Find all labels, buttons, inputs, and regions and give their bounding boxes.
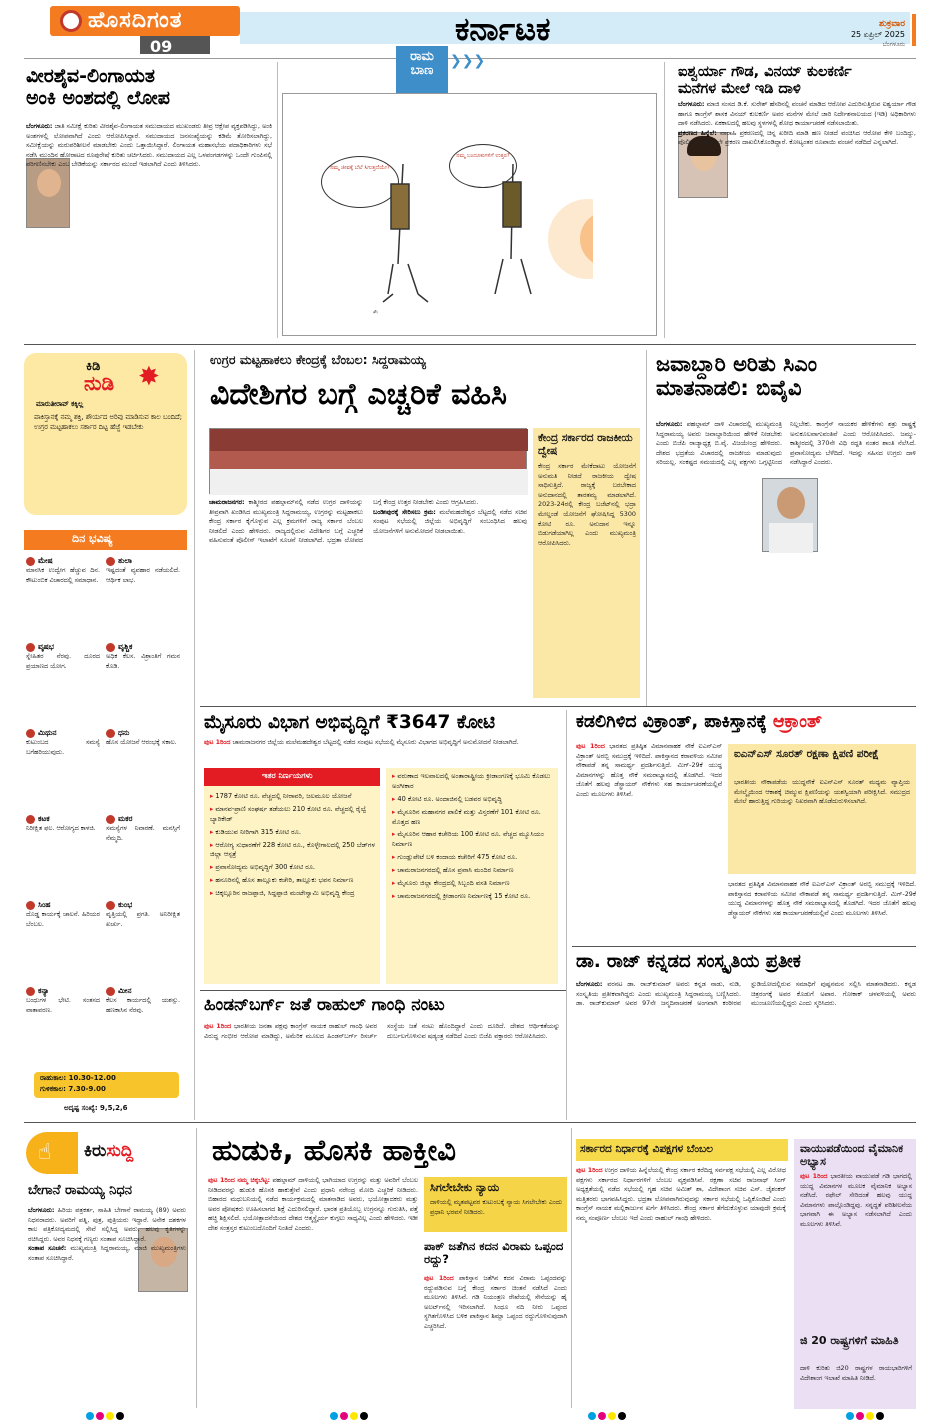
black-dot — [618, 1412, 626, 1420]
list-item: ▸ ಗುಂಡ್ಲುಪೇಟೆ ಬಳಿ ಕಂದಾಯ ಕಚೇರಿಗೆ 475 ಕೋಟಿ ರೂ. — [392, 853, 554, 863]
cyan-dot — [846, 1412, 854, 1420]
zodiac-cell — [26, 900, 100, 982]
zodiac-cell — [106, 900, 180, 982]
registration-dots — [86, 1412, 126, 1422]
story-veerashaiva-body — [26, 122, 272, 332]
registration-dots — [330, 1412, 370, 1422]
zodiac-text: ಸ್ನೇಹಿತರ ನೆರವು. ದೂರದ ಪ್ರಯಾಣದ ಯೋಗ. — [26, 652, 100, 670]
headline-line-2: ಮಾತನಾಡಲಿ: ಬಿವೈವಿ — [656, 376, 802, 401]
cartoon-bubble-left: ನಮ್ಮ ಜೀವಕ್ಕೆ ಬೆಲೆ ಸಿಗುತ್ತದೆಯೇ? — [321, 156, 399, 208]
story-huduki-body — [208, 1176, 418, 1408]
zodiac-name — [106, 814, 180, 824]
zodiac-sign-icon — [26, 901, 35, 910]
magenta-dot — [96, 1412, 104, 1420]
suddi-text: ಸುದ್ದಿ — [106, 1141, 134, 1161]
zodiac-label: ಕಟಕ — [38, 814, 50, 823]
kirusuddi-title — [84, 1140, 133, 1163]
magenta-dot — [340, 1412, 348, 1420]
dateline: ಪುಟ 1ರಿಂದ — [576, 1166, 603, 1174]
zodiac-sign-icon — [26, 987, 35, 996]
divider — [200, 990, 566, 991]
story-ugra-kicker: ಉಗ್ರರ ಮಟ್ಟಹಾಕಲು ಕೇಂದ್ರಕ್ಕೆ ಬೆಂಬಲ: ಸಿದ್ದರಾಮಯ್ಯ — [210, 352, 426, 367]
dateline: ಚಾಮರಾಜನಗರ: — [209, 498, 245, 506]
ramabana-badge — [396, 46, 448, 94]
registration-dots — [588, 1412, 628, 1422]
zodiac-label: ವೃಶ್ಚಿಕ — [118, 642, 133, 651]
sarkar-box-body: ಕೇಂದ್ರ ಸರ್ಕಾರ ಮೇಕೆದಾಟು ಯೋಜನೆಗೆ ಅನುಮತಿ ನೀಡದೆ ರಾಜಕೀಯ ದ್ವೇಷ ಸಾಧಿಸುತ್ತಿದೆ. ರಾಜ್ಯಕ್ಕೆ ಬರಬೇಕಾದ ಅನುದಾನದಲ್ಲಿ ತಾರತಮ್ಯ ಮಾಡಲಾಗಿದೆ. 2023-24ರಲ್ಲಿ ಕೇಂದ್ರ ಬಜೆಟ್‌ನಲ್ಲಿ ಭದ್ರಾ ಮೇಲ್ದಂಡೆ ಯೋಜನೆಗೆ ಘೋಷಿಸಿದ್ದ 5300 ಕೋಟಿ ರೂ. ಅನುದಾನ ಇನ್ನೂ ಬಿಡುಗಡೆಯಾಗಿಲ್ಲ ಎಂದು ಮುಖ್ಯಮಂತ್ರಿ ಆರೋಪಿಸಿದರು. — [538, 462, 636, 547]
zodiac-text: ಬಂಧುಗಳ ಭೇಟಿ. ಸಂತಸದ ವಾತಾವರಣ. — [26, 996, 100, 1014]
zodiac-grid — [26, 556, 186, 1066]
divider — [196, 1128, 197, 1408]
story-vikrant-body-cont: ಭಾರತದ ಪ್ರತಿಷ್ಠಿತ ವಿಮಾನವಾಹಕ ನೌಕೆ ಐಎನ್‌ಎಸ್ ವಿಕ್ರಾಂತ್ ಅರಬ್ಬಿ ಸಮುದ್ರಕ್ಕೆ ಇಳಿದಿದೆ. ಪಾಕಿಸ್ತಾನದ ಕರಾವಳಿಯ ಸಮೀಪ ನೌಕಾಪಡೆ ತನ್ನ ಸಾಮರ್ಥ್ಯ ಪ್ರದರ್ಶಿಸುತ್ತಿದೆ. ಮಿಗ್-29ಕೆ ಯುದ್ಧ ವಿಮಾನಗಳನ್ನು ಹೊತ್ತ ನೌಕೆ ಸಮರಾಭ್ಯಾಸದಲ್ಲಿ ತೊಡಗಿದೆ. ಇದರ ಜೊತೆಗೆ ಹಲವು ಡೆಸ್ಟ್ರಾಯರ್ ನೌಕೆಗಳು ಸಹ ಕಾರ್ಯಾಚರಣೆಯಲ್ಲಿವೆ ಎಂದು ಮೂಲಗಳು ತಿಳಿಸಿವೆ. — [728, 880, 916, 917]
cyan-dot — [86, 1412, 94, 1420]
headline-line-1: ಜವಾಬ್ದಾರಿ ಅರಿತು ಸಿಎಂ — [656, 352, 818, 376]
dateline: ಬೆಂಗಳೂರು: — [678, 100, 705, 108]
zodiac-sign-icon — [106, 557, 115, 566]
story-bjp-headline — [656, 352, 918, 400]
list-item: ▸ ಮೈಸೂರಿನ ಆಹಾರ ಕಚೇರಿಯ 100 ಕೋಟಿ ರೂ. ವೆಚ್ಚದ ಮ್ಯೂಸಿಯಂ ನಿರ್ಮಾಣ — [392, 830, 554, 850]
headline-part-a: ಕಡಲಿಗಿಳಿದ ವಿಕ್ರಾಂತ್, ಪಾಕಿಸ್ತಾನಕ್ಕೆ — [576, 712, 773, 732]
zodiac-text: ಮಾನಸಿಕ ಉದ್ವೇಗ ಹೆಚ್ಚುವ ದಿನ. ಕೌಟುಂಬಿಕ ವಿಚಾರದಲ್ಲಿ ಸಮಾಧಾನ. — [26, 566, 100, 584]
zodiac-label: ಸಿಂಹ — [38, 900, 51, 909]
body-text: ಭಾರತದ ಪ್ರತಿಷ್ಠಿತ ವಿಮಾನವಾಹಕ ನೌಕೆ ಐಎನ್‌ಎಸ್ ವಿಕ್ರಾಂತ್ ಅರಬ್ಬಿ ಸಮುದ್ರಕ್ಕೆ ಇಳಿದಿದೆ. ಪಾಕಿಸ್ತಾನದ ಕರಾವಳಿಯ ಸಮೀಪ ನೌಕಾಪಡೆ ತನ್ನ ಸಾಮರ್ಥ್ಯ ಪ್ರದರ್ಶಿಸುತ್ತಿದೆ. ಮಿಗ್-29ಕೆ ಯುದ್ಧ ವಿಮಾನಗಳನ್ನು ಹೊತ್ತ ನೌಕೆ ಸಮರಾಭ್ಯಾಸದಲ್ಲಿ ತೊಡಗಿದೆ. ಇದರ ಜೊತೆಗೆ ಹಲವು ಡೆಸ್ಟ್ರಾಯರ್ ನೌಕೆಗಳು ಸಹ ಕಾರ್ಯಾಚರಣೆಯಲ್ಲಿವೆ ಎಂದು ಮೂಲಗಳು ತಿಳಿಸಿವೆ. — [576, 742, 722, 799]
zodiac-name — [26, 642, 100, 652]
zodiac-sign-icon — [106, 643, 115, 652]
zodiac-sign-icon — [106, 729, 115, 738]
headline-part-b: ಆಕ್ರಾಂತ್ — [772, 712, 822, 732]
divider — [572, 946, 916, 947]
yellow-dot — [866, 1412, 874, 1420]
story-rajkumar-headline: ಡಾ. ರಾಜ್ ಕನ್ನಡದ ಸಂಸ್ಕೃತಿಯ ಪ್ರತೀಕ — [576, 951, 801, 972]
list-item: ▸ ಚಾಮರಾಜನಗರದಲ್ಲಿ ಹೊಸ ಪ್ರವಾಸಿ ಮಂದಿರ ನಿರ್ಮಾಣ — [392, 866, 554, 876]
yellow-dot — [608, 1412, 616, 1420]
body-text: ಪಾಕಿಸ್ತಾನ ಜತೆಗಿನ ಕದನ ವಿರಾಮ ಒಪ್ಪಂದವನ್ನು ರದ್ದುಪಡಿಸುವ ಬಗ್ಗೆ ಕೇಂದ್ರ ಸರ್ಕಾರ ಚಿಂತನೆ ನಡೆಸಿದೆ ಎಂದು ಮೂಲಗಳು ತಿಳಿಸಿವೆ. ಗಡಿ ನಿಯಂತ್ರಣ ರೇಖೆಯಲ್ಲಿ ಸೇನೆಯನ್ನು ಹೈ ಅಲರ್ಟ್‌ನಲ್ಲಿ ಇರಿಸಲಾಗಿದೆ. ಸಿಂಧೂ ನದಿ ನೀರು ಒಪ್ಪಂದ ಸ್ಥಗಿತಗೊಳಿಸಿದ ಬಳಿಕ ಪಾಕಿಸ್ತಾನ ಶಿಮ್ಲಾ ಒಪ್ಪಂದ ರದ್ದುಗೊಳಿಸುವುದಾಗಿ ಎಚ್ಚರಿಸಿದೆ. — [424, 1274, 567, 1331]
kidi-title: ಕಿಡಿ — [86, 359, 101, 374]
cartoon-bubble-right: ನಮ್ಮ ಬಂದೂಕುಗಳಿಗೆ ಉತ್ತರ? — [449, 144, 517, 188]
badge-line-2: ಬಾಣ — [410, 63, 434, 79]
svg-text:✍: ✍ — [373, 309, 379, 316]
zodiac-cell — [106, 986, 180, 1068]
divider — [24, 344, 916, 345]
dateline: ಪುಟ 1ರಿಂದ — [204, 1022, 232, 1030]
zodiac-name — [106, 728, 180, 738]
divider — [194, 350, 195, 1120]
zodiac-text: ದೊಡ್ಡ ಕಾರ್ಯಕ್ಕೆ ಚಾಲನೆ. ಹಿರಿಯರ ಬೆಂಬಲ. — [26, 910, 100, 928]
zodiac-label: ಮಕರ — [118, 814, 133, 823]
list-item: ▸ ವರುಣಾದ ಇಲವಾಲದಲ್ಲಿ ಅಂತಾರಾಷ್ಟ್ರೀಯ ಕ್ರೀಡಾಂಗಣಕ್ಕೆ ಭೂಮಿ ಕೊಡಲು ಅಂಗೀಕಾರ — [392, 772, 554, 792]
zodiac-cell — [26, 728, 100, 810]
nudi-title: ನುಡಿ — [84, 371, 115, 395]
ins-surat-title: ಐಎನ್‌ಎಸ್ ಸೂರತ್ ರಕ್ಷಣಾ ಕ್ಷಿಪಣಿ ಪರೀಕ್ಷೆ — [734, 748, 879, 760]
story-rajkumar-body — [576, 980, 916, 1116]
body-text-2: ವಾರಾಹಿ ಪ್ರಕರಣದಲ್ಲಿ ಚಿನ್ನ ಖರೀದಿ ಮಾಡಿ ಹಣ ನೀಡದೆ ವಂಚಿಸಿದ ಆರೋಪ ಕೇಳಿ ಬಂದಿದ್ದು, ಪೊಲೀಸರು ಈಗಾಗಲೇ ಪ್ರಕರಣ ದಾಖಲಿಸಿಕೊಂಡಿದ್ದಾರೆ. ಕೋಟ್ಯಂತರ ರೂಪಾಯಿ ವಂಚನೆ ನಡೆದಿದೆ ಎನ್ನಲಾಗಿದೆ. — [678, 128, 916, 147]
list-item: ▸ 1787 ಕೋಟಿ ರೂ. ವೆಚ್ಚದಲ್ಲಿ ನೀರಾವರಿ, ಜಲಮೂಲ ಯೋಜನೆ — [210, 792, 376, 802]
badge-line-1: ರಾಮ — [410, 49, 434, 64]
body-text: ಉಗ್ರರ ದಾಳಿಯ ಹಿನ್ನೆಲೆಯಲ್ಲಿ ಕೇಂದ್ರ ಸರ್ಕಾರ ಕರೆದಿದ್ದ ಸರ್ವಪಕ್ಷ ಸಭೆಯಲ್ಲಿ ಎಲ್ಲ ವಿರೋಧ ಪಕ್ಷಗಳು ಸರ್ಕಾರದ ನಿರ್ಧಾರಗಳಿಗೆ ಬೆಂಬಲ ವ್ಯಕ್ತಪಡಿಸಿವೆ. ರಕ್ಷಣಾ ಸಚಿವ ರಾಜನಾಥ್ ಸಿಂಗ್ ಅಧ್ಯಕ್ಷತೆಯಲ್ಲಿ ನಡೆದ ಸಭೆಯಲ್ಲಿ ಗೃಹ ಸಚಿವ ಅಮಿತ್ ಶಾ, ವಿದೇಶಾಂಗ ಸಚಿವ ಎಸ್. ಜೈಶಂಕರ್ ಮತ್ತಿತರರು ಭಾಗವಹಿಸಿದ್ದರು. ಭದ್ರತಾ ಲೋಪವಾಗಿರುವುದನ್ನು ಸರ್ಕಾರ ಸಭೆಯಲ್ಲಿ ಒಪ್ಪಿಕೊಂಡಿದೆ ಎಂದು ಕಾಂಗ್ರೆಸ್ ನಾಯಕ ಮಲ್ಲಿಕಾರ್ಜುನ ಖರ್ಗೆ ತಿಳಿಸಿದರು. ಕೇಂದ್ರ ಸರ್ಕಾರ ತೆಗೆದುಕೊಳ್ಳುವ ಯಾವುದೇ ಕ್ರಮಕ್ಕೆ ನಮ್ಮ ಸಂಪೂರ್ಣ ಬೆಂಬಲ ಇದೆ ಎಂದು ರಾಹುಲ್ ಗಾಂಧಿ ಹೇಳಿದರು. — [576, 1166, 786, 1223]
story-veerashaiva-headline — [26, 66, 276, 110]
body-text: ಜಾತಿ ಸಮೀಕ್ಷೆ ಕುರಿತು ವೀರಶೈವ-ಲಿಂಗಾಯತ ಸಮುದಾಯದ ಮುಖಂಡರು ತೀವ್ರ ಆಕ್ಷೇಪ ವ್ಯಕ್ತಪಡಿಸಿದ್ದು, ಅಂಕಿ ಅಂಶಗಳಲ್ಲಿ ಲೋಪವಾಗಿದೆ ಎಂದು ಆರೋಪಿಸಿದ್ದಾರೆ. ಸಮುದಾಯದ ಜನಸಂಖ್ಯೆಯನ್ನು ಕಡಿಮೆ ತೋರಿಸಲಾಗಿದ್ದು, ಸಮೀಕ್ಷೆಯನ್ನು ಮರುಪರಿಶೀಲನೆ ಮಾಡಬೇಕು ಎಂದು ಒತ್ತಾಯಿಸಿದ್ದಾರೆ. ಲಿಂಗಾಯತ ಮಹಾಸಭೆಯ ಪದಾಧಿಕಾರಿಗಳು ಸಭೆ ನಡೆಸಿ ಮುಂದಿನ ಹೋರಾಟದ ರೂಪುರೇಷೆ ಕುರಿತು ಚರ್ಚಿಸಿದರು. ಸಮುದಾಯದ ಎಲ್ಲ ಒಳಪಂಗಡಗಳನ್ನು ಒಂದೇ ಗುಂಪಿನಲ್ಲಿ ಪರಿಗಣಿಸಬೇಕು ಎಂಬ ಬೇಡಿಕೆಯನ್ನು ಸರ್ಕಾರದ ಮುಂದೆ ಇಡಲಾಗಿದೆ ಎಂದು ತಿಳಿಸಿದರು. — [26, 122, 272, 169]
list-item: ▸ ಕುಡಿಯುವ ನೀರಿಗಾಗಿ 315 ಕೋಟಿ ರೂ. — [210, 828, 376, 838]
body-text: ಚಾಮರಾಜನಗರ ಜಿಲ್ಲೆಯ ಮಲೆಮಹದೇಶ್ವರ ಬೆಟ್ಟದಲ್ಲಿ ನಡೆದ ಸಂಪುಟ ಸಭೆಯಲ್ಲಿ ಮೈಸೂರು ವಿಭಾಗದ ಅಭಿವೃದ್ಧಿಗೆ ಅನುಮೋದನೆ ನೀಡಲಾಗಿದೆ. — [232, 738, 519, 746]
zodiac-label: ತುಲಾ — [118, 556, 132, 565]
sarkar-box-title: ಕೇಂದ್ರ ಸರ್ಕಾರದ ರಾಜಕೀಯ ದ್ವೇಷ — [538, 432, 633, 457]
subhead: ಪ್ರಕರಣದ ಹಿನ್ನೆಲೆ: — [678, 128, 717, 137]
kirusuddi-headline: ಬೇಗಾನೆ ರಾಮಯ್ಯ ನಿಧನ — [28, 1183, 132, 1198]
body-text-2: ಮುಖ್ಯಮಂತ್ರಿ ಸಿದ್ದರಾಮಯ್ಯ, ಮಾಜಿ ಮುಖ್ಯಮಂತ್ರಿಗಳು ಸಂತಾಪ ಸೂಚಿಸಿದ್ದಾರೆ. — [28, 1244, 186, 1263]
mysuru-left-title: ಇತರ ನಿರ್ಣಯಗಳು — [262, 771, 313, 780]
list-item: ▸ ಚಿಕ್ಕಲ್ಲೂರಿನ ರಾಜಪ್ಪಾಜಿ, ಸಿದ್ದಪ್ಪಾಜಿ ಮಂಟೇಸ್ವಾಮಿ ಅಭಿವೃದ್ಧಿ ಕೇಂದ್ರ — [210, 889, 376, 899]
story-vikrant-headline — [576, 712, 918, 732]
zodiac-name — [106, 642, 180, 652]
zodiac-cell — [26, 556, 100, 638]
vayu-box-title: ವಾಯುಪಡೆಯಿಂದ ವೈಮಾನಿಕ ಅಭ್ಯಾಸ — [800, 1142, 904, 1169]
zodiac-label: ಕನ್ಯಾ — [38, 986, 50, 995]
body-text: ಹಿರಿಯ ಪತ್ರಕರ್ತ, ಸಾಹಿತಿ ಬೇಗಾನೆ ರಾಮಯ್ಯ (89) ಅವರು ನಿಧನರಾದರು. ಅವರಿಗೆ ಪತ್ನಿ, ಪುತ್ರ, ಪುತ್ರಿಯರು ಇದ್ದಾರೆ. ಅನೇಕ ದಶಕಗಳ ಕಾಲ ಪತ್ರಿಕೋದ್ಯಮದಲ್ಲಿ ಸೇವೆ ಸಲ್ಲಿಸಿದ್ದ ಅವರು, ಹಲವು ಕೃತಿಗಳನ್ನು ರಚಿಸಿದ್ದರು. ಅವರ ನಿಧನಕ್ಕೆ ಗಣ್ಯರು ಸಂತಾಪ ಸೂಚಿಸಿದ್ದಾರೆ. — [28, 1206, 186, 1243]
cartoon-drawing — [363, 144, 593, 324]
accent-tick — [912, 14, 916, 46]
body-text: ಭಾರತೀಯ ವಾಯುಪಡೆ ಗಡಿ ಭಾಗದಲ್ಲಿ ಯುದ್ಧ ವಿಮಾನಗಳ ಮೂಲಕ ವೈಮಾನಿಕ ಅಭ್ಯಾಸ ನಡೆಸಿದೆ. ರಫೇಲ್ ಸೇರಿದಂತೆ ಹಲವು ಯುದ್ಧ ವಿಮಾನಗಳು ಪಾಲ್ಗೊಂಡಿದ್ದವು. ಸನ್ನದ್ಧತೆ ಪರಿಶೀಲನೆಯ ಭಾಗವಾಗಿ ಈ ಅಭ್ಯಾಸ ನಡೆಸಲಾಗಿದೆ ಎಂದು ಮೂಲಗಳು ತಿಳಿಸಿವೆ. — [800, 1172, 912, 1229]
zodiac-label: ಧನು — [118, 728, 130, 737]
gulika-text: ಗುಳಿಕಕಾಲ: 7.30-9.00 — [40, 1085, 106, 1093]
kirusuddi-body — [28, 1206, 186, 1406]
zodiac-cell — [106, 728, 180, 810]
divider — [566, 710, 567, 1120]
paper-emblem-icon — [60, 10, 82, 32]
zodiac-cell — [26, 986, 100, 1068]
date-full: 25 ಏಪ್ರಿಲ್ 2025 — [850, 30, 905, 40]
dateline: ಬೆಂಗಳೂರು: — [28, 1206, 55, 1214]
chevron-arrows-icon: ❯❯❯ — [450, 53, 486, 69]
kidi-quote: ಪಾಕಿಸ್ತಾನಕ್ಕೆ ನಮ್ಮ ಶಕ್ತಿ, ಶೌರ್ಯದ ಅರಿವು ಮಾಡಿಸುವ ಕಾಲ ಬಂದಿದೆ; ಉಗ್ರರ ಮಟ್ಟಹಾಕಲು ಸರ್ಕಾರ ದಿಟ್ಟ ಹೆಜ್ಜೆ ಇಡಬೇಕು — [34, 413, 182, 432]
ins-surat-body: ಭಾರತೀಯ ನೌಕಾಪಡೆಯ ಯುದ್ಧನೌಕೆ ಐಎನ್‌ಎಸ್ ಸೂರತ್ ಮಧ್ಯಮ ವ್ಯಾಪ್ತಿಯ ಮೇಲ್ಮೈಯಿಂದ ಆಕಾಶಕ್ಕೆ ಚಿಮ್ಮುವ ಕ್ಷಿಪಣಿಯನ್ನು ಯಶಸ್ವಿಯಾಗಿ ಪರೀಕ್ಷಿಸಿದೆ. ಸಮುದ್ರದ ಮೇಲೆ ಹಾರುತ್ತಿದ್ದ ಗುರಿಯನ್ನು ನಿಖರವಾಗಿ ಹೊಡೆದುರುಳಿಸಲಾಗಿದೆ. — [734, 778, 910, 806]
zodiac-name — [106, 900, 180, 910]
date-city: ಬೆಂಗಳೂರು — [882, 40, 905, 48]
zodiac-name — [26, 986, 100, 996]
body-text: ಪಹಲ್ಗಾಮ್ ದಾಳಿಯಲ್ಲಿ ಭಾಗಿಯಾದ ಉಗ್ರರನ್ನು ಮತ್ತು ಅವರಿಗೆ ಬೆಂಬಲ ನೀಡಿದವರನ್ನು ಹುಡುಕಿ ಹೊಸಕಿ ಹಾಕುತ್ತೇವೆ ಎಂದು ಪ್ರಧಾನಿ ನರೇಂದ್ರ ಮೋದಿ ಎಚ್ಚರಿಕೆ ನೀಡಿದರು. ಬಿಹಾರದ ಮಧುಬನಿಯಲ್ಲಿ ನಡೆದ ಕಾರ್ಯಕ್ರಮದಲ್ಲಿ ಮಾತನಾಡಿದ ಅವರು, ಭಯೋತ್ಪಾದಕರು ಮತ್ತು ಅವರ ಪೋಷಕರು ಊಹಿಸಲಾಗದ ಶಿಕ್ಷೆ ಎದುರಿಸಲಿದ್ದಾರೆ. ಭಾರತ ಪ್ರತಿಯೊಬ್ಬ ಉಗ್ರನನ್ನೂ ಗುರುತಿಸಿ, ಪತ್ತೆ ಹಚ್ಚಿ ಶಿಕ್ಷಿಸಲಿದೆ. ಭಯೋತ್ಪಾದನೆಯಿಂದ ದೇಶದ ಆತ್ಮಸ್ಥೈರ್ಯ ಕುಗ್ಗಲು ಸಾಧ್ಯವಿಲ್ಲ ಎಂದು ಹೇಳಿದರು. ಇಡೀ ದೇಶ ಸಂತ್ರಸ್ತರ ಕುಟುಂಬದೊಂದಿಗೆ ನಿಂತಿದೆ ಎಂದರು. — [208, 1176, 418, 1233]
dateline: ಬೆಂಗಳೂರು: — [26, 122, 53, 130]
zodiac-text: ಅಧಿಕ ಕೆಲಸ. ವಿಶ್ರಾಂತಿಗೆ ಗಮನ ಕೊಡಿ. — [106, 652, 180, 670]
story-pak-headline: ಪಾಕ್ ಜತೆಗಿನ ಕದನ ವಿರಾಮ ಒಪ್ಪಂದ ರದ್ದು? — [424, 1239, 564, 1267]
headline-line-2: ಅಂಕಿ ಅಂಶದಲ್ಲಿ ಲೋಪ — [26, 86, 170, 109]
zodiac-text: ಕೆಲಸ ಕಾರ್ಯದಲ್ಲಿ ಯಶಸ್ಸು. ಹಣಕಾಸಿನ ನೆರವು. — [106, 996, 180, 1014]
zodiac-sign-icon — [26, 643, 35, 652]
divider — [571, 1128, 572, 1408]
dateline: ಬೆಂಗಳೂರು: — [656, 420, 683, 428]
story-aishwarya-headline — [678, 64, 918, 97]
zodiac-cell — [106, 556, 180, 638]
mysuru-right-list — [392, 772, 554, 982]
story-mysuru-intro — [204, 738, 560, 766]
story-aishwarya-body — [678, 100, 916, 340]
dateline: ಪುಟ 1ರಿಂದ — [204, 738, 231, 746]
zodiac-cell — [106, 642, 180, 724]
headline-line-1: ವೀರಶೈವ-ಲಿಂಗಾಯತ — [26, 65, 155, 87]
divider — [646, 350, 647, 706]
dateline: ಪುಟ 1ರಿಂದ — [424, 1274, 454, 1282]
paper-name: ಹೊಸದಿಗಂತ — [88, 8, 183, 33]
cyan-dot — [330, 1412, 338, 1420]
black-dot — [876, 1412, 884, 1420]
zodiac-text: ನಿರೀಕ್ಷಿತ ಫಲ. ಆರೋಗ್ಯದ ಕಾಳಜಿ. — [26, 824, 96, 833]
magenta-dot — [856, 1412, 864, 1420]
body-text: ಭಾರತೀಯ ಜನತಾ ಪಕ್ಷವು ಕಾಂಗ್ರೆಸ್ ನಾಯಕ ರಾಹುಲ್ ಗಾಂಧಿ ಅವರ ವಿರುದ್ಧ ಗಂಭೀರ ಆರೋಪ ಮಾಡಿದ್ದು, ಅಮೆರಿಕ ಮೂಲದ ಹಿಂಡನ್‌ಬರ್ಗ್ ರಿಸರ್ಚ್ ಸಂಸ್ಥೆಯ ಜತೆ ನಂಟು ಹೊಂದಿದ್ದಾರೆ ಎಂದು ದೂರಿದೆ. ದೇಶದ ಆರ್ಥಿಕತೆಯನ್ನು ದುರ್ಬಲಗೊಳಿಸುವ ಷಡ್ಯಂತ್ರ ನಡೆದಿದೆ ಎಂದು ಬಿಜೆಪಿ ವಕ್ತಾರರು ಆರೋಪಿಸಿದರು. — [204, 1022, 560, 1040]
cartoon-frame — [282, 93, 657, 336]
zodiac-sign-icon — [106, 901, 115, 910]
list-item: ▸ ಹನೂರಿನಲ್ಲಿ ಹೊಸ ತಾಲ್ಲೂಕು ಕಚೇರಿ, ತಾಲ್ಲೂಕು ಭವನ ನಿರ್ಮಾಣ — [210, 876, 376, 886]
stage-backdrop — [210, 429, 528, 451]
cyan-dot — [588, 1412, 596, 1420]
dateline: ಬೆಂಗಳೂರು: — [576, 980, 603, 988]
kiru-text: ಕಿರು — [84, 1141, 107, 1161]
vayu-box-body — [800, 1172, 912, 1332]
zodiac-cell — [106, 814, 180, 896]
date-block — [800, 18, 905, 49]
yellow-dot — [106, 1412, 114, 1420]
zodiac-sign-icon — [26, 557, 35, 566]
dateline: ಪುಟ 1ರಿಂದ — [576, 742, 605, 750]
list-item: ▸ ಆರೋಗ್ಯ ಸುಧಾರಣೆಗೆ 228 ಕೋಟಿ ರೂ., ಕೊಳ್ಳೇಗಾಲದಲ್ಲಿ 250 ಬೆಡ್‌ಗಳ ಜಿಲ್ಲಾ ಆಸ್ಪತ್ರೆ — [210, 841, 376, 861]
story-bjp-body — [656, 420, 916, 702]
registration-dots — [846, 1412, 886, 1422]
siga-box-title: ಸಿಗಲೇಬೇಕು ನ್ಯಾಯ — [430, 1181, 500, 1194]
story-viraama-body — [576, 1166, 786, 1408]
magenta-dot — [598, 1412, 606, 1420]
date-day: ಶುಕ್ರವಾರ — [879, 19, 905, 29]
story-hindenburg-body — [204, 1022, 560, 1116]
vayu-sub-title: ಜಿ 20 ರಾಷ್ಟ್ರಗಳಿಗೆ ಮಾಹಿತಿ — [800, 1334, 899, 1347]
list-item: ▸ ಮೈಸೂರು ಜಿಲ್ಲಾ ಕೇಂದ್ರದಲ್ಲಿ ಸಿಬ್ಬಂದಿ ವಸತಿ ನಿರ್ಮಾಣ — [392, 879, 554, 889]
zodiac-name — [26, 900, 100, 910]
zodiac-name — [106, 556, 180, 566]
zodiac-label: ವೃಷಭ — [38, 642, 54, 651]
zodiac-label: ಮಿಥುನ — [38, 728, 57, 737]
story-huduki-headline: ಹುಡುಕಿ, ಹೊಸಕಿ ಹಾಕ್ತೀವಿ — [212, 1133, 456, 1167]
cabinet-meeting-photo — [209, 428, 527, 494]
spark-icon: ✸ — [138, 362, 160, 392]
body-text: ಕಾಶ್ಮೀರದ ಪಹಲ್ಗಾಮ್‌ನಲ್ಲಿ ನಡೆದ ಉಗ್ರರ ದಾಳಿಯನ್ನು ತೀವ್ರವಾಗಿ ಖಂಡಿಸಿದ ಮುಖ್ಯಮಂತ್ರಿ ಸಿದ್ದರಾಮಯ್ಯ, ಉಗ್ರರನ್ನು ಮಟ್ಟಹಾಕಲು ಕೇಂದ್ರ ಸರ್ಕಾರ ಕೈಗೊಳ್ಳುವ ಎಲ್ಲ ಕ್ರಮಗಳಿಗೆ ರಾಜ್ಯ ಸರ್ಕಾರ ಬೆಂಬಲ ನೀಡಲಿದೆ ಎಂದು ಹೇಳಿದರು. ರಾಜ್ಯದಲ್ಲಿರುವ ವಿದೇಶಿಗರ ಬಗ್ಗೆ ಎಚ್ಚರಿಕೆ ವಹಿಸುವಂತೆ ಪೊಲೀಸ್ ಇಲಾಖೆಗೆ ಸೂಚನೆ ನೀಡಲಾಗಿದೆ. ಭದ್ರತಾ ಲೋಪದ ಬಗ್ಗೆ ಕೇಂದ್ರ ಉತ್ತರ ನೀಡಬೇಕು ಎಂದು ಆಗ್ರಹಿಸಿದರು. — [209, 498, 479, 545]
hand-pointer-icon: ☝ — [38, 1140, 52, 1165]
dina-bhavishya-title: ದಿನ ಭವಿಷ್ಯ — [72, 532, 113, 545]
zodiac-text: ಕುಟುಂಬದ ಸಮಸ್ಯೆ ಬಗೆಹರಿಯುವುದು. — [26, 738, 100, 756]
zodiac-label: ಮೀನ — [118, 986, 132, 995]
list-item: ▸ 40 ಕೋಟಿ ರೂ. ಅಂದಾಜಿನಲ್ಲಿ ಬಡವರ ಅಭಿವೃದ್ಧಿ — [392, 795, 554, 805]
zodiac-cell — [26, 642, 100, 724]
story-ugra-headline: ವಿದೇಶಿಗರ ಬಗ್ಗೆ ಎಚ್ಚರಿಕೆ ವಹಿಸಿ — [210, 377, 507, 412]
zodiac-sign-icon — [106, 987, 115, 996]
table-shape — [210, 469, 528, 495]
subhead: ಬಂಡೀಪುರಕ್ಕೆ ಸೇರಿಸಲು ಕ್ರಮ: — [373, 507, 436, 516]
kidi-author: ಮಾರುತೀರಾವ್ ಕಕ್ಕಿಲ್ಲ — [36, 400, 84, 408]
story-mysuru-headline: ಮೈಸೂರು ವಿಭಾಗ ಅಭಿವೃದ್ಧಿಗೆ ₹3647 ಕೋಟಿ — [204, 712, 496, 733]
body-text: ಮಾಜಿ ಸಂಸದ ಡಿ.ಕೆ. ಸುರೇಶ್ ಹೆಸರಿನಲ್ಲಿ ವಂಚನೆ ಮಾಡಿದ ಆರೋಪ ಎದುರಿಸುತ್ತಿರುವ ಐಶ್ವರ್ಯಾ ಗೌಡ ಹಾಗೂ ಕಾಂಗ್ರೆಸ್ ಶಾಸಕ ವಿನಯ್ ಕುಲಕರ್ಣಿ ಅವರ ಮನೆಗಳ ಮೇಲೆ ಜಾರಿ ನಿರ್ದೇಶನಾಲಯದ (ಇಡಿ) ಅಧಿಕಾರಿಗಳು ದಾಳಿ ನಡೆಸಿದರು. ಏಕಕಾಲದಲ್ಲಿ ಹಲವು ಸ್ಥಳಗಳಲ್ಲಿ ಶೋಧ ಕಾರ್ಯಾಚರಣೆ ನಡೆಸಲಾಯಿತು. — [678, 100, 916, 128]
body-text-2: ಮಲೆಮಹದೇಶ್ವರ ಬೆಟ್ಟದಲ್ಲಿ ನಡೆದ ಸಚಿವ ಸಂಪುಟ ಸಭೆಯಲ್ಲಿ ಜಿಲ್ಲೆಯ ಅಭಿವೃದ್ಧಿಗೆ ಸಂಬಂಧಿಸಿದ ಹಲವು ಯೋಜನೆಗಳಿಗೆ ಅನುಮೋದನೆ ನೀಡಲಾಯಿತು. — [373, 507, 527, 535]
list-item: ▸ ಮೈಸೂರಿನ ಮಹಾನಗರ ಪಾಲಿಕೆ ಮತ್ತು ವಿಸ್ತರಣೆಗೆ 101 ಕೋಟಿ ರೂ. ಮೊತ್ತದ ಹಣ — [392, 808, 554, 828]
story-hindenburg-headline: ಹಿಂಡನ್‌ಬರ್ಗ್ ಜತೆ ರಾಹುಲ್ ಗಾಂಧಿ ನಂಟು — [204, 995, 445, 1015]
divider — [24, 1122, 916, 1123]
list-item: ▸ ಪ್ರವಾಸೋದ್ಯಮ ಅಭಿವೃದ್ಧಿಗೆ 300 ಕೋಟಿ ರೂ. — [210, 863, 376, 873]
story-viraama-headline: ಸರ್ಕಾರದ ನಿರ್ಧಾರಕ್ಕೆ ವಿಪಕ್ಷಗಳ ಬೆಂಬಲ — [580, 1143, 713, 1155]
kirusuddi-badge — [26, 1132, 78, 1174]
zodiac-cell — [26, 814, 100, 896]
vayu-sub-body: ದಾಳಿ ಕುರಿತು ಜಿ20 ರಾಷ್ಟ್ರಗಳ ರಾಯಭಾರಿಗಳಿಗೆ ವಿದೇಶಾಂಗ ಇಲಾಖೆ ಮಾಹಿತಿ ನೀಡಿದೆ. — [800, 1364, 912, 1382]
divider — [664, 62, 665, 338]
dateline: ಪುಟ 1ರಿಂದ — [800, 1172, 828, 1180]
mysuru-left-list — [210, 792, 376, 982]
zodiac-text: ಇಷ್ಟದಂತೆ ವ್ಯವಹಾರ ನಡೆಯಲಿದೆ. ಆರ್ಥಿಕ ಲಾಭ. — [106, 566, 180, 584]
zodiac-name — [26, 728, 100, 738]
divider — [277, 62, 278, 338]
subhead: ಸಂತಾಪ ಸೂಚನೆ: — [28, 1244, 67, 1253]
siga-box-body: ದಾಳಿಯಲ್ಲಿ ಮೃತಪಟ್ಟವರ ಕುಟುಂಬಕ್ಕೆ ನ್ಯಾಯ ಸಿಗಲೇಬೇಕು ಎಂದು ಪ್ರಧಾನಿ ಭರವಸೆ ನೀಡಿದರು. — [430, 1198, 562, 1216]
black-dot — [360, 1412, 368, 1420]
zodiac-text: ಸಮಸ್ಯೆಗಳ ನಿವಾರಣೆ. ಮನಸ್ಸಿಗೆ ನೆಮ್ಮದಿ. — [106, 824, 180, 842]
story-vikrant-body — [576, 742, 722, 942]
zodiac-label: ಕುಂಭ — [118, 900, 133, 909]
page-number: 09 — [150, 37, 173, 56]
body-text: ಪಹಲ್ಗಾಮ್ ದಾಳಿ ವಿಚಾರದಲ್ಲಿ ಮುಖ್ಯಮಂತ್ರಿ ಸಿದ್ದರಾಮಯ್ಯ ಅವರು ಜವಾಬ್ದಾರಿಯಿಂದ ಹೇಳಿಕೆ ನೀಡಬೇಕು ಎಂದು ಬಿಜೆಪಿ ರಾಜ್ಯಾಧ್ಯಕ್ಷ ಬಿ.ವೈ. ವಿಜಯೇಂದ್ರ ಹೇಳಿದರು. ದೇಶದ ಭದ್ರತೆಯ ವಿಚಾರದಲ್ಲಿ ರಾಜಕೀಯ ಮಾಡುವುದು ಸರಿಯಲ್ಲ. ಸಂಕಷ್ಟದ ಸಮಯದಲ್ಲಿ ಎಲ್ಲ ಪಕ್ಷಗಳು ಒಗ್ಗಟ್ಟಿನಿಂದ ನಿಲ್ಲಬೇಕು. ಕಾಂಗ್ರೆಸ್ ನಾಯಕರ ಹೇಳಿಕೆಗಳು ಶತ್ರು ರಾಷ್ಟ್ರಕ್ಕೆ ಅನುಕೂಲವಾಗುವಂತಿವೆ ಎಂದು ಆರೋಪಿಸಿದರು. ಜಮ್ಮು-ಕಾಶ್ಮೀರದಲ್ಲಿ 370ನೇ ವಿಧಿ ರದ್ದತಿ ನಂತರ ಶಾಂತಿ ನೆಲೆಸಿದೆ. ಪ್ರವಾಸೋದ್ಯಮ ಬೆಳೆದಿದೆ. ಇದನ್ನು ಸಹಿಸದ ಉಗ್ರರು ದಾಳಿ ನಡೆಸಿದ್ದಾರೆ ಎಂದರು. — [656, 420, 916, 467]
zodiac-sign-icon — [106, 815, 115, 824]
divider — [200, 706, 916, 707]
zodiac-name — [26, 556, 100, 566]
black-dot — [116, 1412, 124, 1420]
body-text: ವರನಟ ಡಾ. ರಾಜ್‌ಕುಮಾರ್ ಅವರು ಕನ್ನಡ ನಾಡು, ನುಡಿ, ಸಂಸ್ಕೃತಿಯ ಪ್ರತೀಕವಾಗಿದ್ದರು ಎಂದು ಮುಖ್ಯಮಂತ್ರಿ ಸಿದ್ದರಾಮಯ್ಯ ಬಣ್ಣಿಸಿದರು. ಡಾ. ರಾಜ್‌ಕುಮಾರ್ ಅವರ 97ನೇ ಜನ್ಮದಿನಾಚರಣೆ ಅಂಗವಾಗಿ ಕಂಠೀರವ ಸ್ಟುಡಿಯೋದಲ್ಲಿರುವ ಸಮಾಧಿಗೆ ಪುಷ್ಪನಮನ ಸಲ್ಲಿಸಿ ಮಾತನಾಡಿದರು. ಕನ್ನಡ ಚಿತ್ರರಂಗಕ್ಕೆ ಅವರ ಕೊಡುಗೆ ಅಪಾರ. ಗೋಕಾಕ್ ಚಳವಳಿಯಲ್ಲಿ ಅವರು ಮುಂಚೂಣಿಯಲ್ಲಿದ್ದರು ಎಂದು ಸ್ಮರಿಸಿದರು. — [576, 980, 916, 1008]
rahukala-text: ರಾಹುಕಾಲ: 10.30-12.00 — [40, 1074, 116, 1082]
headline-line-1: ಐಶ್ವರ್ಯಾ ಗೌಡ, ವಿನಯ್ ಕುಲಕರ್ಣಿ — [678, 64, 852, 80]
lucky-number: ಅದೃಷ್ಟ ಸಂಖ್ಯೆ: 9,5,2,6 — [64, 1104, 128, 1112]
zodiac-text: ವೃತ್ತಿಯಲ್ಲಿ ಪ್ರಗತಿ. ಅನಿರೀಕ್ಷಿತ ಖರ್ಚು. — [106, 910, 180, 928]
zodiac-name — [106, 986, 180, 996]
list-item: ▸ ಚಾಮರಾಜನಗರದಲ್ಲಿ ಕ್ರೀಡಾಂಗಣ ನಿರ್ಮಾಣಕ್ಕೆ 15 ಕೋಟಿ ರೂ. — [392, 892, 554, 902]
section-title: ಕರ್ನಾಟಕ — [455, 10, 551, 48]
yellow-dot — [350, 1412, 358, 1420]
dateline: ಪುಟ 1ರಿಂದ ನಮ್ಮ ಚಿಕ್ಕಬೆಟ್ಟ: — [208, 1176, 271, 1184]
story-pak-body — [424, 1274, 567, 1408]
story-ugra-body — [209, 498, 527, 702]
headline-line-2: ಮನೆಗಳ ಮೇಲೆ ಇಡಿ ದಾಳಿ — [678, 80, 801, 97]
zodiac-text: ಹೊಸ ಯೋಜನೆ ಆರಂಭಕ್ಕೆ ಸಕಾಲ. — [106, 738, 177, 747]
zodiac-label: ಮೇಷ — [38, 556, 53, 565]
zodiac-sign-icon — [26, 815, 35, 824]
list-item: ▸ ಮಾನವ-ಪ್ರಾಣಿ ಸಂಘರ್ಷ ತಡೆಯಲು 210 ಕೋಟಿ ರೂ. ವೆಚ್ಚದಲ್ಲಿ ರೈಲ್ವೆ ಬ್ಯಾರಿಕೇಡ್ — [210, 805, 376, 825]
zodiac-name — [26, 814, 100, 824]
zodiac-sign-icon — [26, 729, 35, 738]
